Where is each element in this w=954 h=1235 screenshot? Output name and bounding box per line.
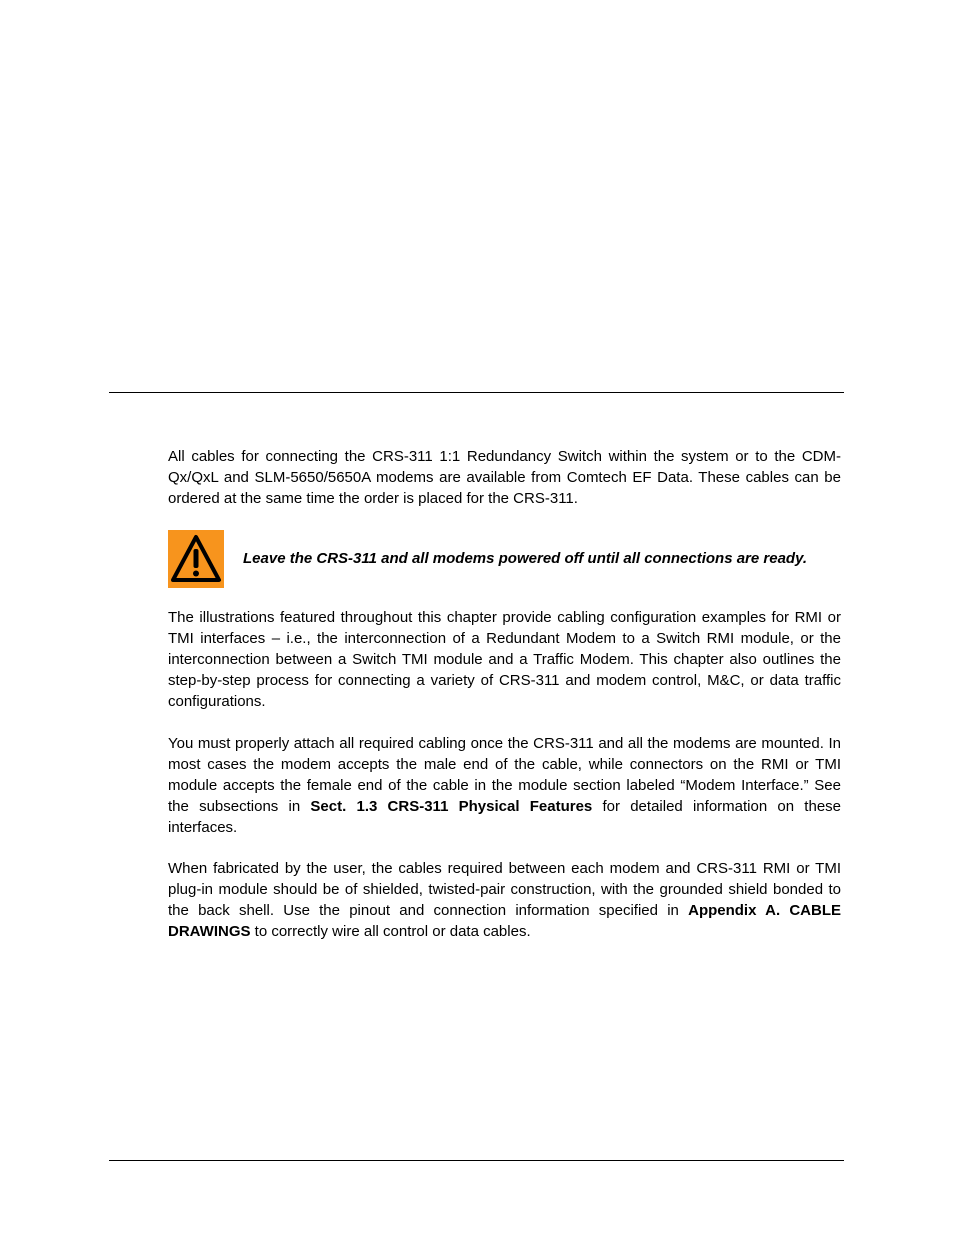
footer-divider <box>109 1160 844 1161</box>
header-divider <box>109 392 844 393</box>
physical-features-reference: Sect. 1.3 CRS-311 Physical Features <box>310 798 593 815</box>
illustrations-paragraph: The illustrations featured throughout this chapter provide cabling configuration examples for RMI or TMI interfaces – i.e., the interconnection of a Redundant Modem to a Switch RMI module, or the interconnection between a Switch TMI module and a Traffic Modem. This chapter also outlines the step-by-step process for connecting a variety of CRS-311 and modem control, M&C, or data traffic configurations. <box>168 609 841 710</box>
cable-drawings-reference: Appendix A. CABLE DRAWINGS <box>168 902 842 940</box>
attach-text-before: You must properly attach all required cabling once the CRS-311 and all the modems are mounted. In most cases the modem accepts the male end of the cable, while connectors on the RMI or TMI module accepts the female end of the cable in the module section labeled “Modem Interface.” See the subsections in <box>168 735 841 815</box>
warning-text: Leave the CRS-311 and all modems powered off until all connections are ready. <box>243 550 808 567</box>
fabricated-text-after: to correctly wire all control or data cables. <box>250 923 531 940</box>
warning-notice <box>168 530 841 588</box>
intro-paragraph: All cables for connecting the CRS-311 1:1 Redundancy Switch within the system or to the CDM-Qx/QxL and SLM-5650/5650A modems are available from Comtech EF Data. These cables can be ordered at the same time the order is placed for the CRS-311. <box>168 448 841 507</box>
fabricated-text-before: When fabricated by the user, the cables required between each modem and CRS-311 RMI or TMI plug-in module should be of shielded, twisted-pair construction, with the grounded shield bonded to the back shell. Use the pinout and connection information specified in <box>168 860 841 919</box>
fabricated-cables-paragraph <box>168 858 841 942</box>
attach-text-after: for detailed information on these interfaces. <box>168 798 841 836</box>
warning-triangle-icon <box>168 530 224 588</box>
attach-cabling-paragraph <box>168 733 841 838</box>
